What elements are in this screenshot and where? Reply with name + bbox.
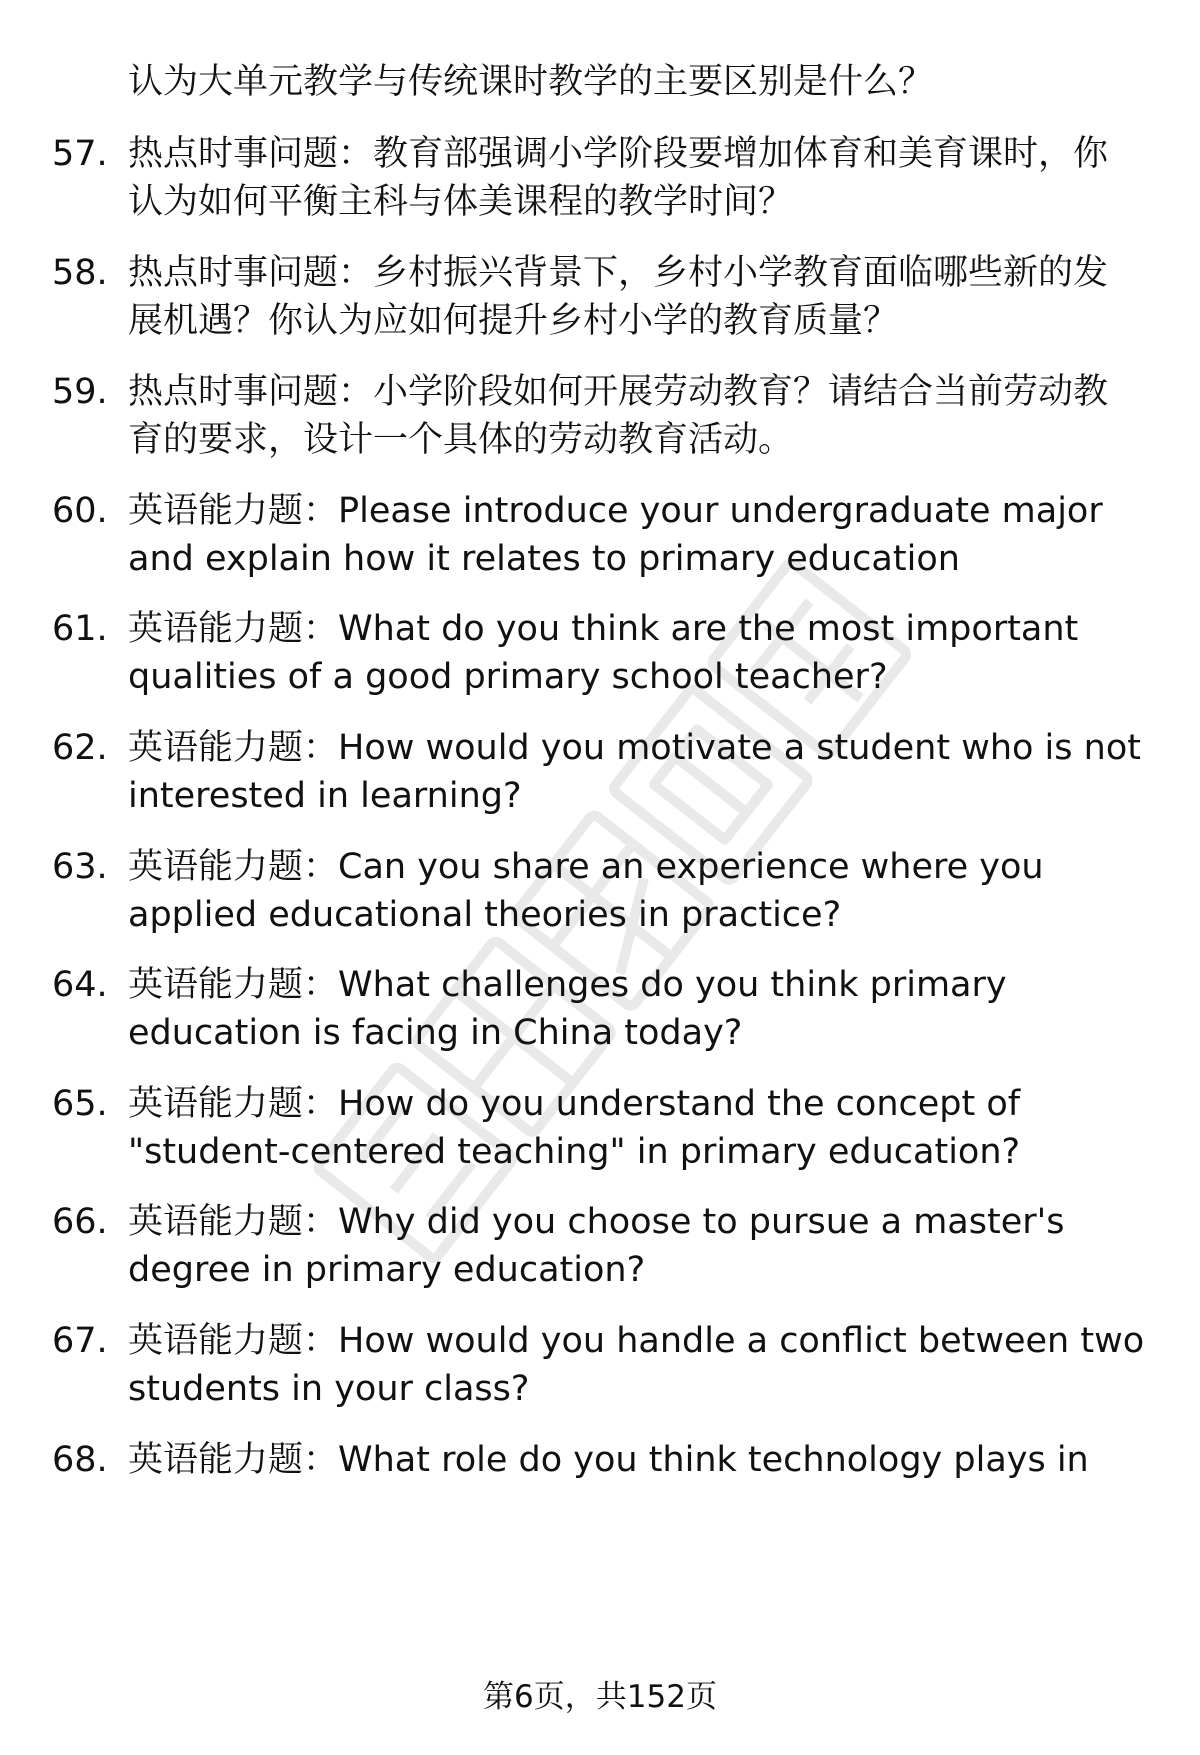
question-text	[128, 130, 1162, 226]
question-text-line: 英语能力题：What challenges do you think primary	[128, 965, 1007, 1005]
question-number: 63.	[52, 847, 108, 887]
question-text-line: "student-centered teaching" in primary education?	[128, 1132, 1021, 1172]
question-number: 57.	[52, 134, 108, 174]
page-footer: 第6页，共152页	[483, 1679, 717, 1715]
question-text-line: students in your class?	[128, 1369, 530, 1409]
question-text-line: 英语能力题：How would you handle a conflict between two	[128, 1321, 1145, 1361]
question-text	[128, 1436, 1162, 1484]
question-text-line: 育的要求，设计一个具体的劳动教育活动。	[128, 420, 794, 460]
question-number: 62.	[52, 728, 108, 768]
question-text-line: 英语能力题：Why did you choose to pursue a master's	[128, 1202, 1065, 1242]
question-text-line: and explain how it relates to primary education	[128, 539, 960, 579]
question-item	[52, 724, 1162, 820]
question-text-line: 英语能力题：Please introduce your undergraduate major	[128, 491, 1103, 531]
question-text	[128, 961, 1162, 1057]
question-text-line: qualities of a good primary school teacher?	[128, 657, 888, 697]
question-number: 59.	[52, 372, 108, 412]
question-text-line: 展机遇？你认为应如何提升乡村小学的教育质量？	[128, 301, 899, 341]
question-text-line: 英语能力题：What role do you think technology plays in	[128, 1440, 1089, 1480]
question-item	[52, 1080, 1162, 1176]
question-item	[52, 605, 1162, 701]
question-text	[128, 368, 1162, 464]
question-text-line: 热点时事问题：乡村振兴背景下，乡村小学教育面临哪些新的发	[128, 253, 1109, 293]
question-item	[52, 1317, 1162, 1413]
question-text-line: degree in primary education?	[128, 1250, 646, 1290]
question-number: 61.	[52, 609, 108, 649]
question-item	[52, 368, 1162, 464]
question-number: 58.	[52, 253, 108, 293]
question-item	[52, 487, 1162, 583]
question-text	[128, 843, 1162, 939]
question-text-line: 英语能力题：How do you understand the concept of	[128, 1084, 1021, 1124]
question-text-line: 英语能力题：How would you motivate a student who is not	[128, 728, 1141, 768]
continued-question-line: 认为大单元教学与传统课时教学的主要区别是什么？	[128, 62, 934, 102]
question-item	[52, 1436, 1162, 1484]
question-number: 65.	[52, 1084, 108, 1124]
question-text	[128, 724, 1162, 820]
question-item	[52, 130, 1162, 226]
question-text-line: 英语能力题：What do you think are the most important	[128, 609, 1079, 649]
question-item	[52, 1198, 1162, 1294]
question-text-line: interested in learning?	[128, 776, 522, 816]
question-item	[52, 249, 1162, 345]
question-number: 68.	[52, 1440, 108, 1480]
question-item	[52, 961, 1162, 1057]
question-text	[128, 249, 1162, 345]
question-text-line: applied educational theories in practice?	[128, 895, 842, 935]
question-number: 64.	[52, 965, 108, 1005]
question-item	[52, 843, 1162, 939]
question-number: 67.	[52, 1321, 108, 1361]
question-text	[128, 605, 1162, 701]
question-text	[128, 1198, 1162, 1294]
question-text-line: 认为如何平衡主科与体美课程的教学时间？	[128, 182, 794, 222]
question-text-line: education is facing in China today?	[128, 1013, 743, 1053]
question-text	[128, 487, 1162, 583]
question-text-line: 英语能力题：Can you share an experience where you	[128, 847, 1044, 887]
question-text	[128, 1080, 1162, 1176]
question-text-line: 热点时事问题：小学阶段如何开展劳动教育？请结合当前劳动教	[128, 372, 1109, 412]
question-number: 60.	[52, 491, 108, 531]
question-text-line: 热点时事问题：教育部强调小学阶段要增加体育和美育课时，你	[128, 134, 1109, 174]
question-number: 66.	[52, 1202, 108, 1242]
question-text	[128, 1317, 1162, 1413]
